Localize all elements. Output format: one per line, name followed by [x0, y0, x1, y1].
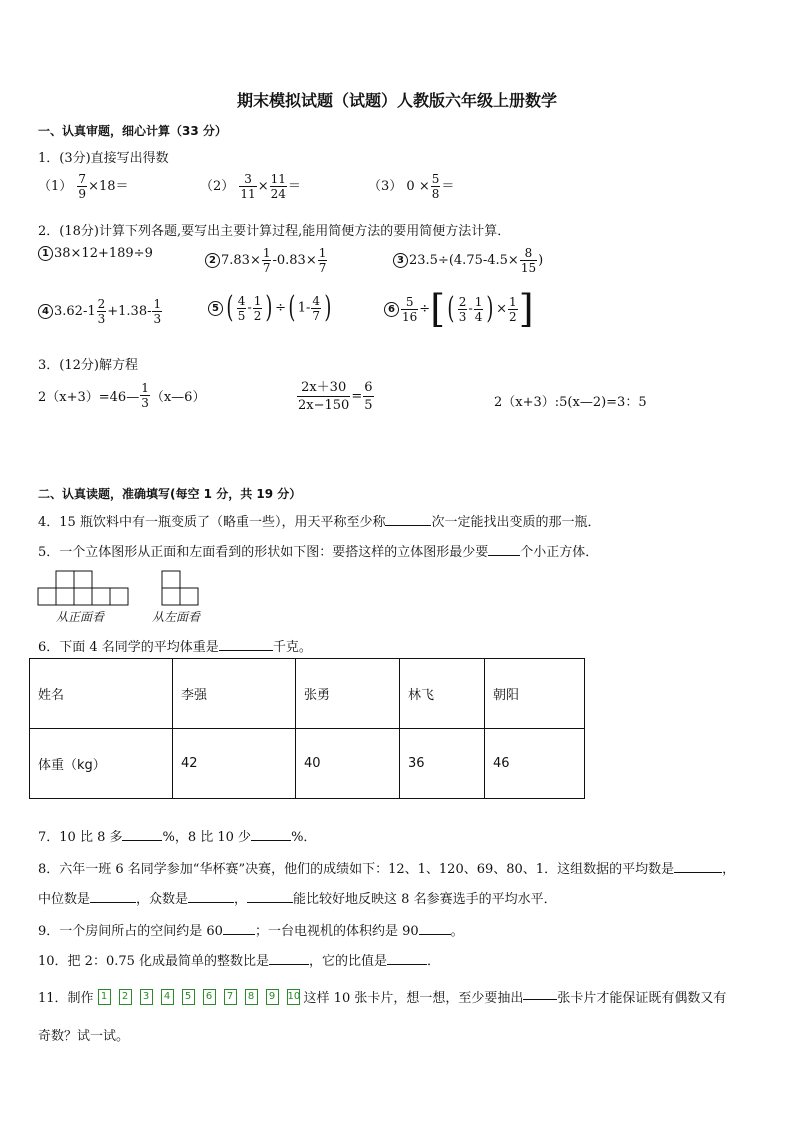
- fraction: $\frac{4}{5}$: [237, 293, 246, 323]
- table-row: [30, 659, 585, 729]
- section-1-heading: 一、认真审题，细心计算（33 分）: [38, 124, 227, 138]
- answer-blank[interactable]: [523, 987, 557, 1000]
- circled-number: 4: [38, 304, 53, 319]
- q6: 6．下面 4 名同学的平均体重是 千克。: [38, 640, 312, 655]
- number-card: 7: [224, 989, 237, 1005]
- answer-blank[interactable]: [122, 828, 162, 841]
- q9: 9．一个房间所占的空间约是 60 ；一台电视机的体积约是 90 。: [38, 924, 464, 939]
- number-card: 2: [119, 989, 132, 1005]
- table-cell: 42: [173, 729, 296, 799]
- answer-blank[interactable]: [90, 890, 136, 903]
- answer-blank[interactable]: [247, 890, 293, 903]
- table-cell: 李强: [173, 659, 296, 729]
- q8-line-1: 8．六年一班 6 名同学参加“华杯赛”决赛，他们的成绩如下：12、1、120、69、80、1．这组数据的平均数是 ，: [38, 862, 736, 877]
- answer-blank[interactable]: [251, 828, 291, 841]
- q7: 7．10 比 8 多 %，8 比 10 少 %．: [38, 830, 317, 845]
- weight-table: [29, 658, 585, 799]
- table-cell: 林飞: [400, 659, 485, 729]
- fraction: $\frac{4}{7}$: [312, 293, 321, 323]
- fraction: $\frac{1}{3}$: [141, 381, 149, 410]
- q1-b-number: （2）: [200, 179, 235, 194]
- fraction: $\frac{1}{4}$: [474, 294, 483, 324]
- number-cards: [94, 989, 304, 1004]
- fraction: $\frac{8}{15}$: [520, 246, 537, 275]
- circled-number: 5: [208, 301, 223, 316]
- q1-item-2: （2） $\frac{3}{11}$ × $\frac{11}{24}$ ＝: [200, 172, 301, 201]
- table-cell: 体重（kg）: [30, 729, 173, 799]
- fraction: $\frac{6}{5}$: [364, 380, 373, 413]
- number-card: 4: [161, 989, 174, 1005]
- circled-number: 6: [384, 302, 399, 317]
- page-title: 期末模拟试题（试题）人教版六年级上册数学: [236, 91, 557, 110]
- table-cell: 36: [400, 729, 485, 799]
- q3-equation-2: $\frac{2x+30}{2x-150}$ = $\frac{6}{5}$: [298, 380, 373, 413]
- fraction: $\frac{1}{7}$: [262, 246, 271, 275]
- number-card: 8: [245, 989, 258, 1005]
- q1-a-number: （1）: [38, 179, 73, 194]
- table-cell: 姓名: [30, 659, 173, 729]
- q1-a-rest: ×18＝: [88, 179, 129, 194]
- fraction: $\frac{2}{3}$: [97, 297, 106, 326]
- fraction: $\frac{2x+30}{2x-150}$: [298, 380, 350, 413]
- answer-blank[interactable]: [674, 860, 722, 873]
- section-2-heading: 二、认真读题，准确填写(每空 1 分，共 19 分）: [38, 487, 302, 501]
- fraction: $\frac{5}{16}$: [402, 294, 418, 324]
- number-card: 3: [140, 989, 153, 1005]
- q5: 5．一个立体图形从正面和左面看到的形状如下图：要搭这样的立体图形最少要 个小正方体．: [38, 545, 599, 560]
- number-card: 6: [203, 989, 216, 1005]
- table-cell: 40: [296, 729, 400, 799]
- answer-blank[interactable]: [223, 922, 255, 935]
- q11-line-1: 11．制作 1 2 3 4 5 6 7 8 9 10 这样 10 张卡片，想一想，至少要抽出 张卡片才能保证既有偶数又有: [38, 987, 726, 1006]
- table-cell: 张勇: [296, 659, 400, 729]
- q2-expr-1: 1 38×12+189÷9: [38, 246, 153, 261]
- fraction: $\frac{11}{24}$: [270, 172, 286, 201]
- q1-label: 1．(3分)直接写出得数: [38, 151, 169, 166]
- fraction: $\frac{1}{3}$: [153, 297, 162, 326]
- q4: 4．15 瓶饮料中有一瓶变质了（略重一些），用天平称至少称 次一定能找出变质的那一瓶．: [38, 515, 601, 530]
- fraction: $\frac{1}{7}$: [318, 246, 327, 275]
- table-cell: 朝阳: [485, 659, 585, 729]
- q1-item-3: （3） 0 × $\frac{5}{8}$ ＝: [368, 172, 455, 201]
- front-view-shape: [38, 571, 128, 605]
- q2-expr-2: 2 7.83× $\frac{1}{7}$ -0.83× $\frac{1}{7}$: [205, 246, 328, 275]
- fraction: $\frac{1}{2}$: [253, 293, 262, 323]
- left-view-label: 从左面看: [152, 610, 201, 624]
- q3-equation-1: 2（x+3）=46— $\frac{1}{3}$ （x—6）: [38, 381, 206, 410]
- q2-expr-6: 6 $\frac{5}{16}$ ÷[( $\frac{2}{3}$ - $\frac{1}{4}$ ) × $\frac{1}{2}$ ]: [384, 290, 534, 328]
- fraction: $\frac{7}{9}$: [78, 172, 87, 201]
- circled-number: 2: [205, 253, 220, 268]
- q2-expr-4: 4 3.62-1 $\frac{2}{3}$ +1.38- $\frac{1}{3}$: [38, 297, 163, 326]
- table-cell: 46: [485, 729, 585, 799]
- number-card: 5: [182, 989, 195, 1005]
- answer-blank[interactable]: [488, 543, 520, 556]
- q2-expr-3: 3 23.5÷(4.75-4.5× $\frac{8}{15}$ ): [393, 246, 543, 275]
- number-card: 1: [98, 989, 111, 1005]
- answer-blank[interactable]: [219, 638, 273, 651]
- answer-blank[interactable]: [269, 952, 309, 965]
- q2-expr-5: 5 ( $\frac{4}{5}$ - $\frac{1}{2}$ ) ÷( 1- $\frac{4}{7}$ ): [208, 293, 334, 323]
- q8-line-2: 中位数是 ，众数是 ， 能比较好地反映这 8 名参赛选手的平均水平．: [38, 892, 557, 907]
- front-view-label: 从正面看: [56, 610, 105, 624]
- number-card: 10: [287, 989, 300, 1005]
- left-view-shape: [162, 571, 198, 605]
- q1-c-number: （3）: [368, 179, 403, 194]
- fraction: $\frac{5}{8}$: [431, 172, 440, 201]
- fraction: $\frac{1}{2}$: [509, 294, 517, 324]
- fraction: $\frac{3}{11}$: [240, 172, 256, 201]
- answer-blank[interactable]: [419, 922, 451, 935]
- q10: 10．把 2：0.75 化成最简单的整数比是 ，它的比值是 ．: [38, 954, 441, 969]
- circled-number: 3: [393, 253, 408, 268]
- answer-blank[interactable]: [387, 952, 427, 965]
- answer-blank[interactable]: [188, 890, 234, 903]
- table-row: [30, 729, 585, 799]
- q1-item-1: [38, 172, 129, 201]
- q3-label: 3．(12分)解方程: [38, 358, 138, 373]
- q11-line-2: 奇数？试一试。: [38, 1029, 130, 1044]
- q2-label: 2．(18分)计算下列各题,要写出主要计算过程,能用简便方法的要用简便方法计算．: [38, 224, 511, 239]
- answer-blank[interactable]: [385, 513, 431, 526]
- q3-equation-3: 2（x+3）:5(x—2)=3：5: [494, 395, 647, 410]
- number-card: 9: [266, 989, 279, 1005]
- circled-number: 1: [38, 246, 53, 261]
- fraction: $\frac{2}{3}$: [458, 294, 467, 324]
